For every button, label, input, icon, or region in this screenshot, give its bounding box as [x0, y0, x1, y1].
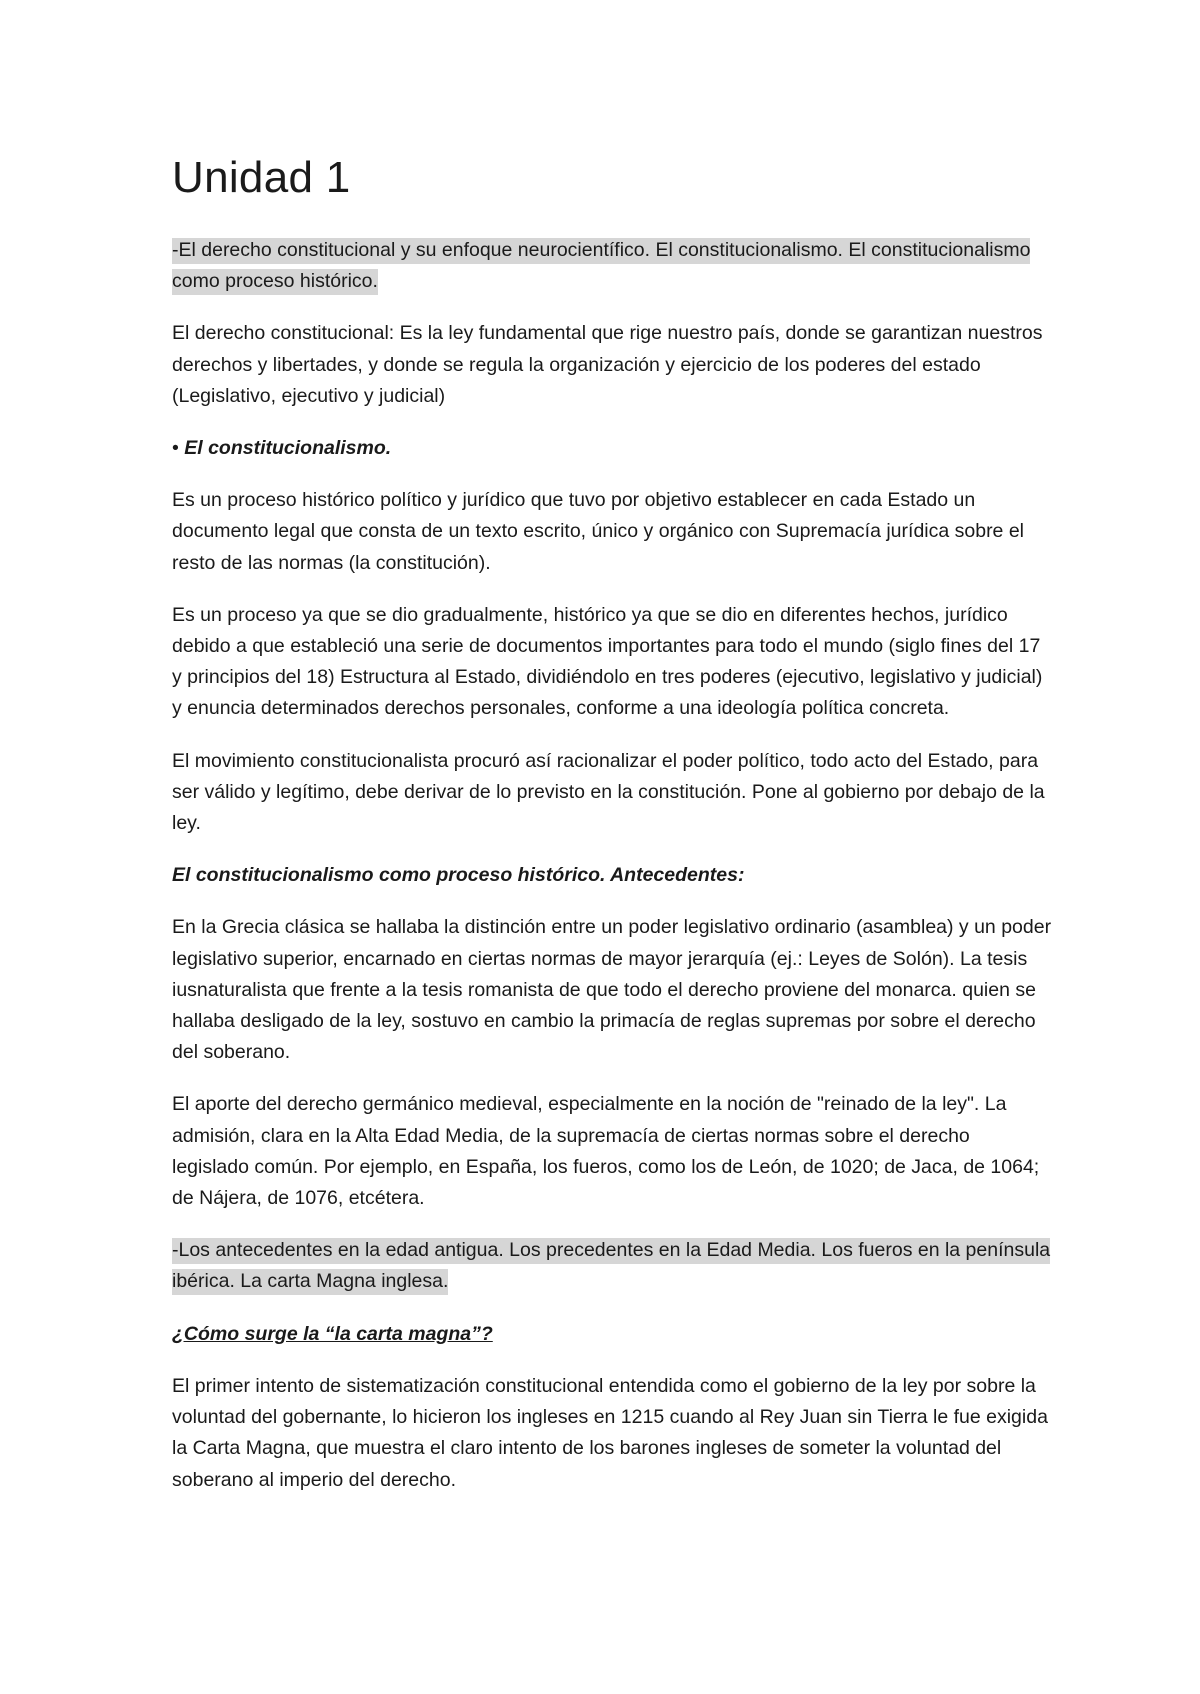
- bullet-icon: •: [172, 437, 179, 460]
- topic-heading-2: [172, 1235, 1052, 1297]
- paragraph-carta-magna: El primer intento de sistematización constitucional entendida como el gobierno de la ley por sobre la voluntad del gobernante, lo hicieron los ingleses en 1215 cuando al Rey Juan sin Tierra le fue exigida la Carta Magna, que muestra el claro intento de los barones ingleses de someter la voluntad del soberano al imperio del derecho.: [172, 1374, 1048, 1491]
- section-heading-carta-magna: ¿Cómo surge la “la carta magna”?: [172, 1322, 493, 1345]
- topic-highlight-1: -El derecho constitucional y su enfoque neurocientífico. El constitucionalismo. El constitucionalismo como proceso histórico.: [172, 238, 1030, 295]
- paragraph-derecho-constitucional: El derecho constitucional: Es la ley fundamental que rige nuestro país, donde se garantizan nuestros derechos y libertades, y donde se regula la organización y ejercicio de los poderes del estado (Legislativo, ejecutivo y judicial): [172, 322, 1043, 407]
- document-body: [172, 235, 1052, 1517]
- paragraph-proceso-2: Es un proceso ya que se dio gradualmente, histórico ya que se dio en diferentes hechos, jurídico debido a que estableció una serie de documentos importantes para todo el mundo (siglo fines del 17 y principios del 18) Estructura al Estado, dividiéndolo en tres poderes (ejecutivo, legislativo y judicial) y enuncia determinados derechos personales, conforme a una ideología política concreta.: [172, 603, 1043, 720]
- section-heading-antecedentes: El constitucionalismo como proceso histórico. Antecedentes:: [172, 864, 745, 887]
- section-heading-label: El constitucionalismo.: [184, 437, 392, 460]
- document-title: Unidad 1: [172, 153, 351, 202]
- paragraph-grecia: En la Grecia clásica se hallaba la distinción entre un poder legislativo ordinario (asamblea) y un poder legislativo superior, encarnado en ciertas normas de mayor jerarquía (ej.: Leyes de Solón). La tesis iusnaturalista que frente a la tesis romanista de que todo el derecho proviene del monarca. quien se hallaba desligado de la ley, sostuvo en cambio la primacía de reglas supremas por sobre el derecho del soberano.: [172, 916, 1052, 1064]
- paragraph-proceso-1: Es un proceso histórico político y jurídico que tuvo por objetivo establecer en cada Estado un documento legal que consta de un texto escrito, único y orgánico con Supremacía jurídica sobre el resto de las normas (la constitución).: [172, 489, 1025, 574]
- topic-heading-1: [172, 235, 1052, 297]
- paragraph-germanico: El aporte del derecho germánico medieval, especialmente en la noción de "reinado de la ley". La admisión, clara en la Alta Edad Media, de la supremacía de ciertas normas sobre el derecho legislado común. Por ejemplo, en España, los fueros, como los de León, de 1020; de Jaca, de 1064; de Nájera, de 1076, etcétera.: [172, 1093, 1040, 1210]
- paragraph-movimiento: El movimiento constitucionalista procuró así racionalizar el poder político, todo acto del Estado, para ser válido y legítimo, debe derivar de lo previsto en la constitución. Pone al gobierno por debajo de la ley.: [172, 749, 1045, 835]
- topic-highlight-2: -Los antecedentes en la edad antigua. Los precedentes en la Edad Media. Los fueros en la península ibérica. La carta Magna inglesa.: [172, 1238, 1050, 1295]
- section-heading-constitucionalismo: [172, 433, 1052, 464]
